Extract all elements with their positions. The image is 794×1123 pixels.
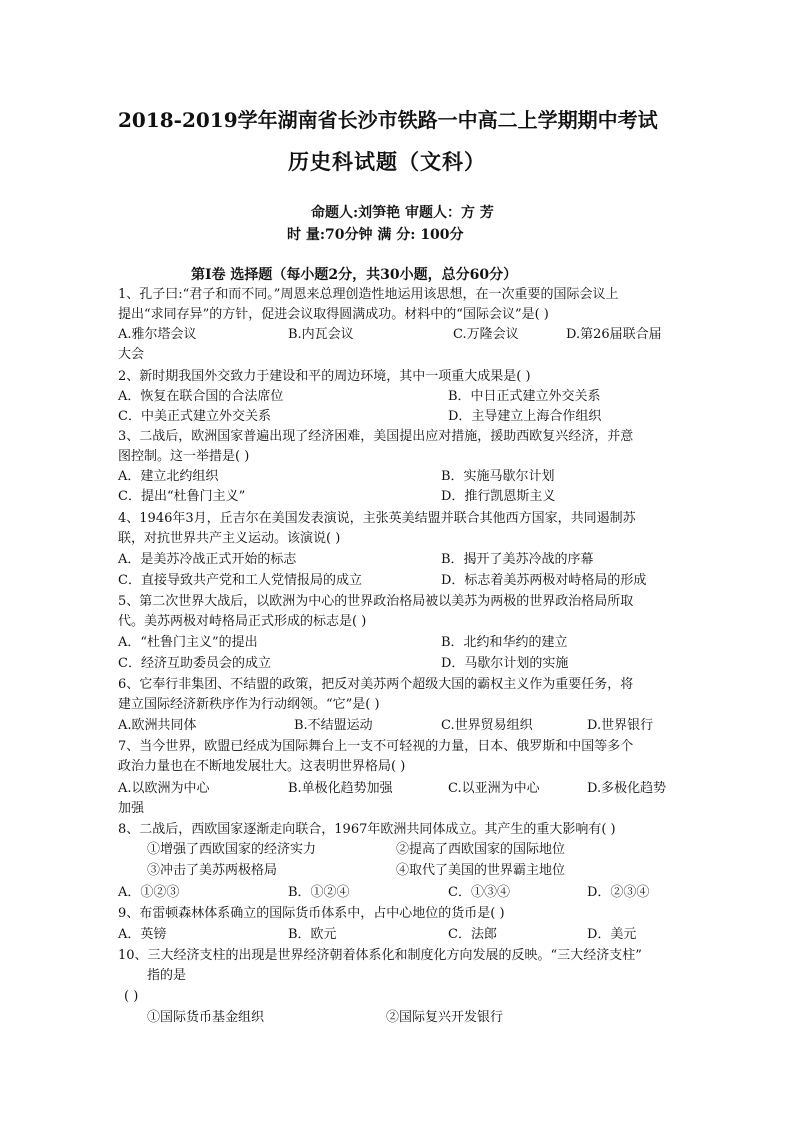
q10-paren: ( ) <box>124 989 139 1004</box>
q7-option-d: D.多极化趋势 <box>587 781 667 796</box>
q6-option-a: A.欧洲共同体 <box>118 718 197 733</box>
q3-option-a: A．建立北约组织 <box>118 469 219 484</box>
q3-stem-line-1: 3、二战后，欧洲国家普遍出现了经济困难，美国提出应对措施，援助西欧复兴经济，并意 <box>118 429 634 444</box>
q5-option-a: A．“杜鲁门主义”的提出 <box>118 635 258 650</box>
q6-stem-line-1: 6、它奉行非集团、不结盟的政策，把反对美苏两个超级大国的霸权主义作为重要任务，将 <box>118 677 634 692</box>
q1-option-b: B.内瓦会议 <box>288 327 354 342</box>
q8-option-b: B．①②④ <box>288 885 350 900</box>
q2-option-d: D．主导建立上海合作组织 <box>448 409 602 424</box>
q5-option-d: D．马歇尔计划的实施 <box>441 656 569 671</box>
q1-option-d-wrap: 大会 <box>118 347 145 362</box>
q7-option-c: C.以亚洲为中心 <box>448 781 540 796</box>
q10-item-2: ②国际复兴开发银行 <box>386 1010 504 1025</box>
q3-option-c: C．提出“杜鲁门主义” <box>118 489 246 504</box>
q5-option-c: C．经济互助委员会的成立 <box>118 656 271 671</box>
exam-time-score: 时 量:70分钟 满 分: 100分 <box>287 227 464 243</box>
q4-stem-line-1: 4、1946年3月，丘吉尔在美国发表演说，主张英美结盟并联合其他西方国家，共同遏制苏 <box>118 511 636 526</box>
q1-stem-line-1: 1、孔子曰:“君子和而不同。”周恩来总理创造性地运用该思想，在一次重要的国际会议上 <box>118 287 619 302</box>
q6-stem-line-2: 建立国际经济新秩序作为行动纲领。“它”是( ) <box>118 697 380 712</box>
q8-item-2: ②提高了西欧国家的国际地位 <box>396 842 566 857</box>
q2-option-a: A．恢复在联合国的合法席位 <box>118 389 284 404</box>
q2-stem-line-1: 2、新时期我国外交致力于建设和平的周边环境，其中一项重大成果是( ) <box>118 369 531 384</box>
q9-option-b: B．欧元 <box>288 927 337 942</box>
q6-option-b: B.不结盟运动 <box>294 718 373 733</box>
q1-option-d: D.第26届联合届 <box>566 327 662 342</box>
q9-option-c: C．法郎 <box>448 927 497 942</box>
q1-option-a: A.雅尔塔会议 <box>118 327 197 342</box>
q2-option-c: C．中美正式建立外交关系 <box>118 409 271 424</box>
q1-option-c: C.万隆会议 <box>453 327 519 342</box>
q7-stem-line-2: 政治力量也在不断地发展壮大。这表明世界格局( ) <box>118 759 406 774</box>
q8-item-3: ③冲击了美苏两极格局 <box>147 863 278 878</box>
q3-stem-line-2: 图控制。这一举措是( ) <box>118 449 250 464</box>
q9-option-d: D．美元 <box>587 927 637 942</box>
q8-item-1: ①增强了西欧国家的经济实力 <box>147 842 317 857</box>
q8-item-4: ④取代了美国的世界霸主地位 <box>396 863 566 878</box>
q10-stem-line-2: 指的是 <box>147 968 187 983</box>
q6-option-d: D.世界银行 <box>587 718 654 733</box>
q7-option-b: B.单极化趋势加强 <box>288 781 393 796</box>
exam-title: 2018-2019学年湖南省长沙市铁路一中高二上学期期中考试 <box>118 108 658 132</box>
q7-option-a: A.以欧洲为中心 <box>118 781 210 796</box>
q4-stem-line-2: 联，对抗世界共产主义运动。该演说( ) <box>118 531 341 546</box>
q10-item-1: ①国际货币基金组织 <box>147 1010 265 1025</box>
section-heading: 第Ⅰ卷 选择题（每小题2分，共30小题，总分60分） <box>191 267 518 283</box>
q4-option-a: A．是美苏冷战正式开始的标志 <box>118 552 297 567</box>
q4-option-c: C．直接导致共产党和工人党情报局的成立 <box>118 573 362 588</box>
q7-stem-line-1: 7、当今世界，欧盟已经成为国际舞台上一支不可轻视的力量，日本、俄罗斯和中国等多个 <box>118 739 634 754</box>
q9-option-a: A．英镑 <box>118 927 167 942</box>
q4-option-b: B．揭开了美苏冷战的序幕 <box>441 552 594 567</box>
q3-option-b: B．实施马歇尔计划 <box>441 469 555 484</box>
q5-option-b: B．北约和华约的建立 <box>441 635 568 650</box>
q5-stem-line-2: 代。美苏两极对峙格局正式形成的标志是( ) <box>118 614 367 629</box>
q8-option-c: C．①③④ <box>448 885 510 900</box>
q10-stem-line-1: 10、三大经济支柱的出现是世界经济朝着体系化和制度化方向发展的反映。“三大经济支柱” <box>118 948 642 963</box>
q1-stem-line-2: 提出“求同存异”的方针，促进会议取得圆满成功。材料中的“国际会议”是( ) <box>118 307 549 322</box>
q5-stem-line-1: 5、第二次世界大战后，以欧洲为中心的世界政治格局被以美苏为两极的世界政治格局所取 <box>118 594 634 609</box>
exam-authors: 命题人:刘笋艳 审题人：方 芳 <box>311 205 494 221</box>
q2-option-b: B．中日正式建立外交关系 <box>448 389 601 404</box>
q9-stem-line-1: 9、布雷顿森林体系确立的国际货币体系中，占中心地位的货币是( ) <box>118 906 505 921</box>
q6-option-c: C.世界贸易组织 <box>441 718 533 733</box>
q7-option-d-wrap: 加强 <box>118 801 145 816</box>
q8-option-a: A．①②③ <box>118 885 180 900</box>
q8-stem-line-1: 8、二战后，西欧国家逐渐走向联合，1967年欧洲共同体成立。其产生的重大影响有( ) <box>118 822 616 837</box>
q3-option-d: D．推行凯恩斯主义 <box>441 489 556 504</box>
q8-option-d: D．②③④ <box>587 885 650 900</box>
exam-subtitle: 历史科试题（文科） <box>288 149 486 174</box>
q4-option-d: D．标志着美苏两极对峙格局的形成 <box>441 573 647 588</box>
